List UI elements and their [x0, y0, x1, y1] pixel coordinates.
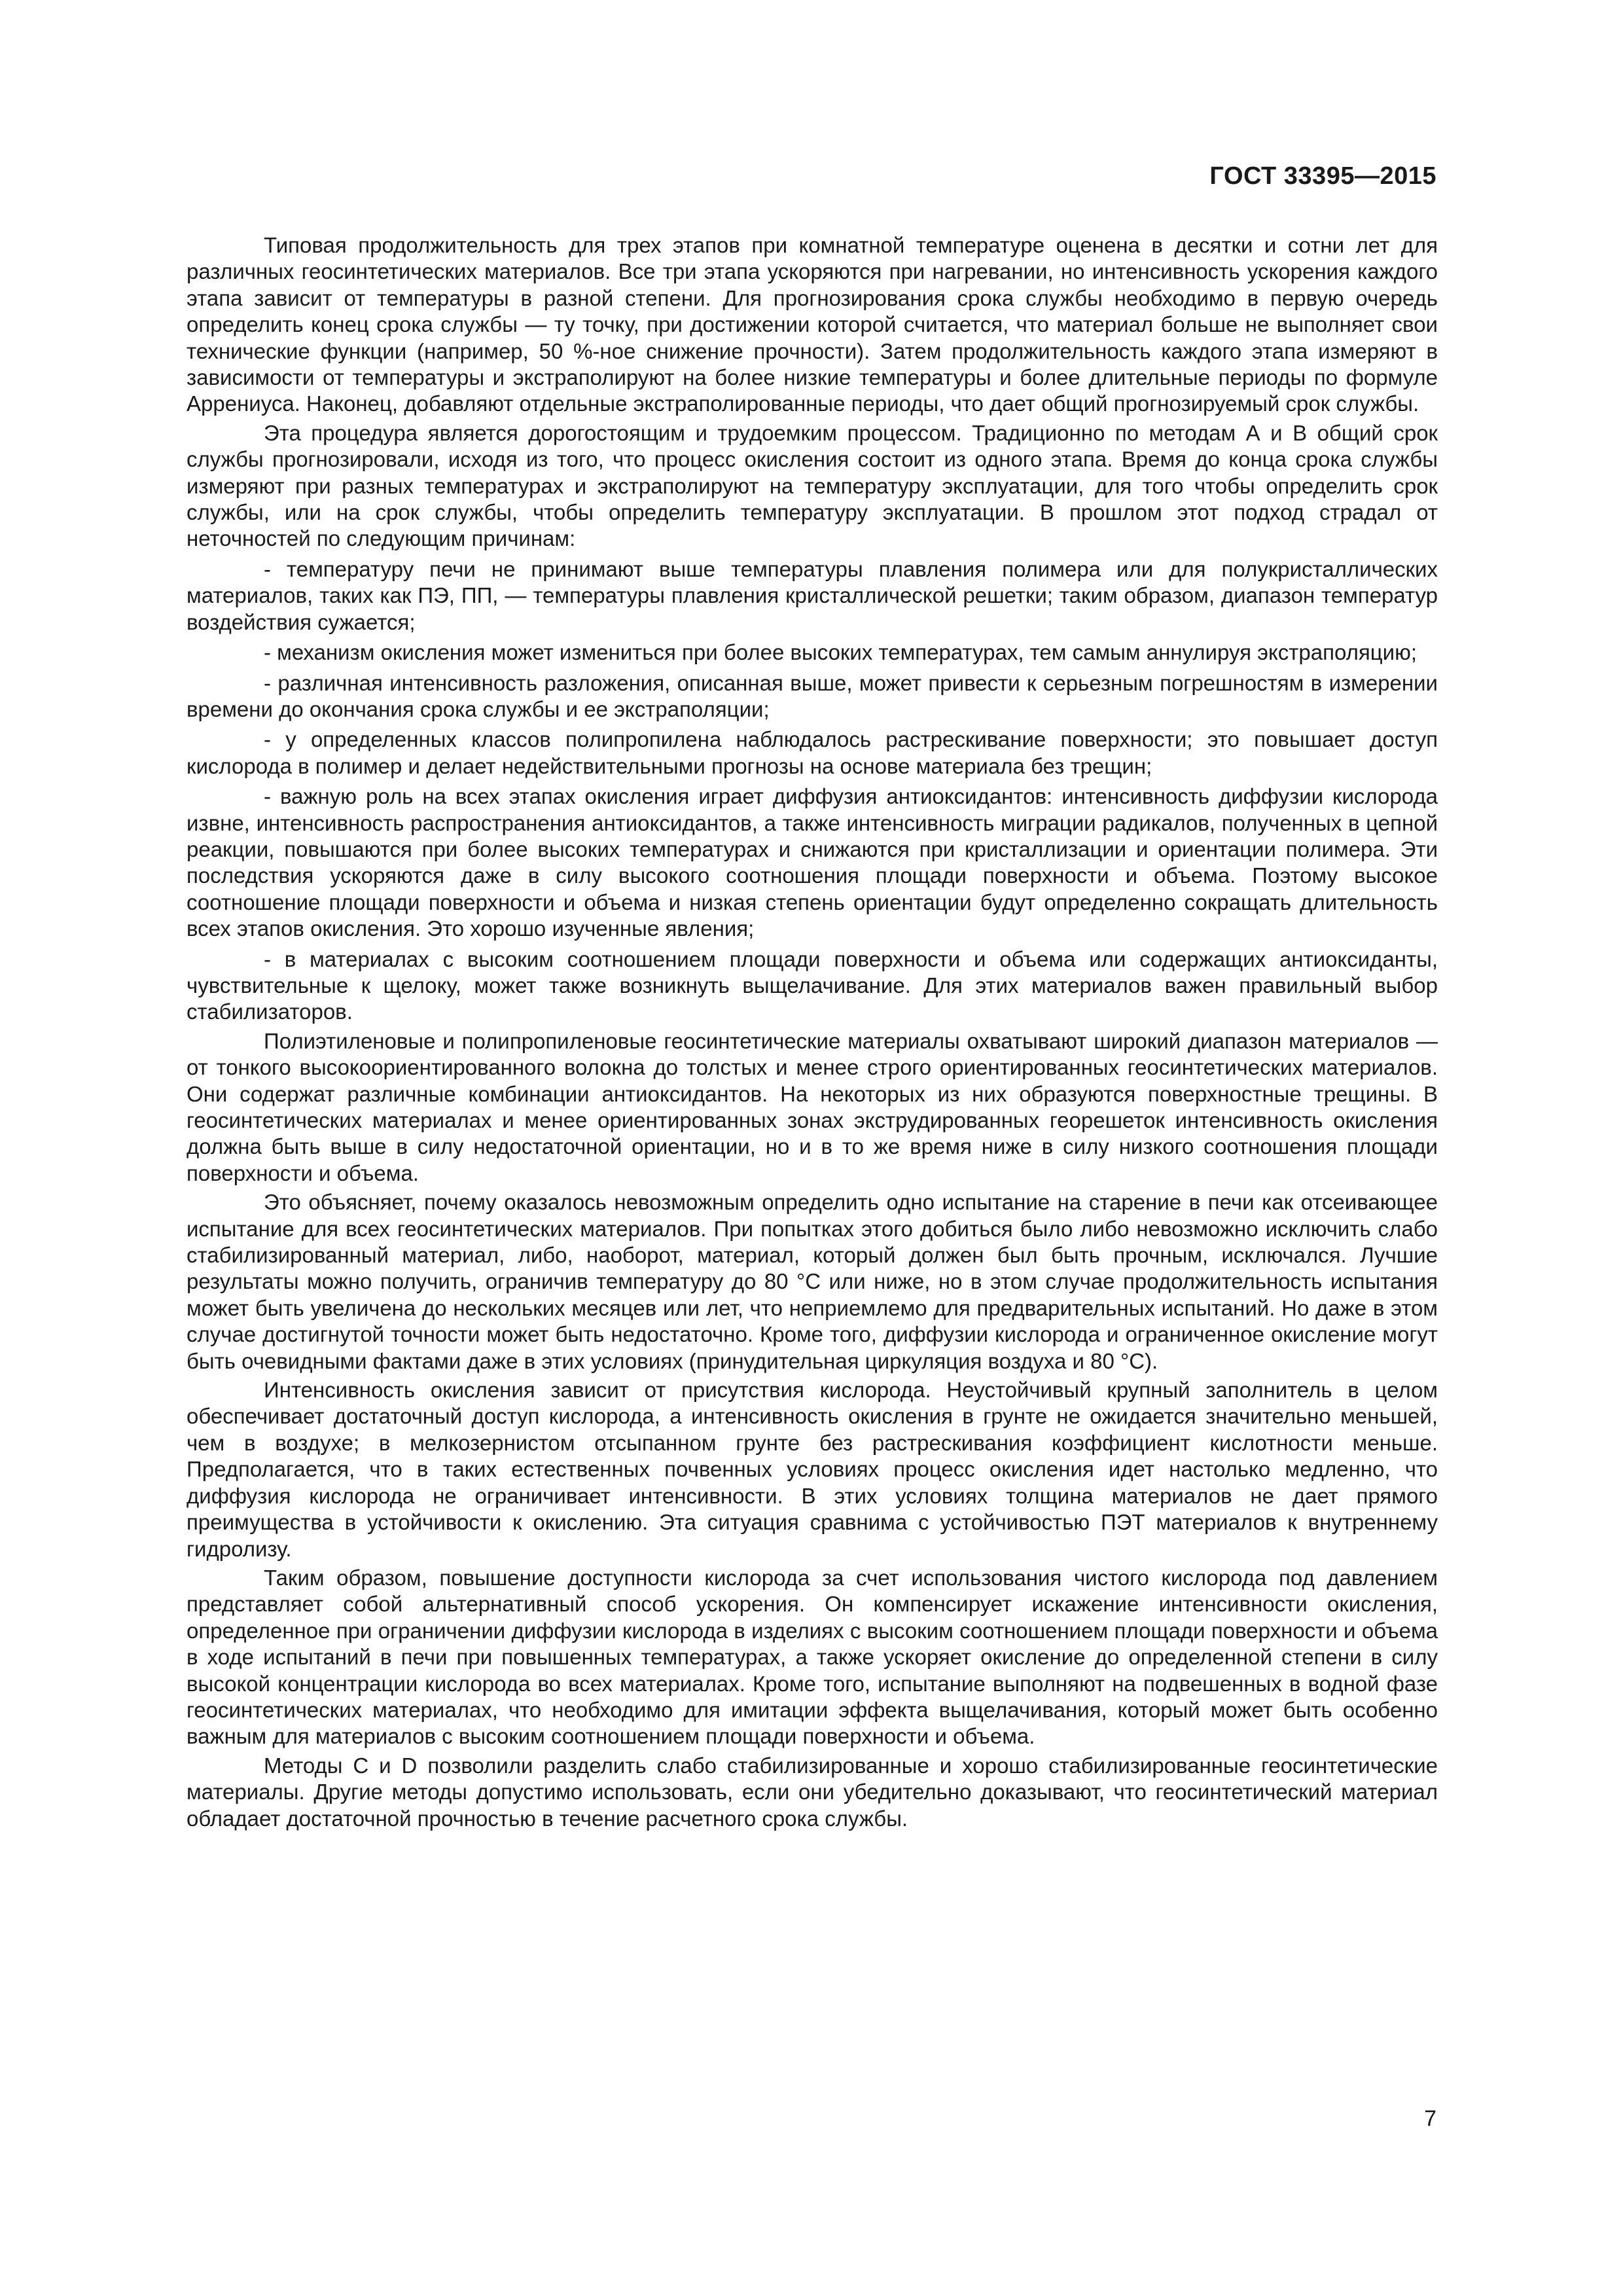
list-item-leaching: - в материалах с высоким соотношением площади поверхности и объема или содержащих антиоксиданты, чувствительные к щелоку, может также возникнуть выщелачивание. Для этих материалов важен правильный выбор стабилизаторов. [187, 946, 1438, 1024]
list-item-antioxidant-diffusion: - важную роль на всех этапах окисления играет диффузия антиоксидантов: интенсивность диффузии кислорода извне, интенсивность распространения антиоксидантов, а также интенсивность миграции радикалов, полученных в цепной реакции, повышаются при более высоких температурах и снижаются при кристаллизации и ориентации полимера. Эти последствия ускоряются даже в силу высокого соотношения площади поверхности и объема. Поэтому высокое соотношение площади поверхности и объема и низкая степень ориентации будут определенно сокращать длительность всех этапов окисления. Это хорошо изученные явления; [187, 784, 1438, 941]
paragraph-screening-test: Это объясняет, почему оказалось невозможным определить одно испытание на старение в печи как отсеивающее испытание для всех геосинтетических материалов. При попытках этого добиться было либо невозможно исключить слабо стабилизированный материал, либо, наоборот, материал, который должен был быть прочным, исключался. Лучшие результаты можно получить, ограничив температуру до 80 °С или ниже, но в этом случае продолжительность испытания может быть увеличена до нескольких месяцев или лет, что неприемлемо для предварительных испытаний. Но даже в этом случае достигнутой точности может быть недостаточно. Кроме того, диффузии кислорода и ограниченное окисление могут быть очевидными фактами даже в этих условиях (принудительная циркуляция воздуха и 80 °С). [187, 1190, 1438, 1373]
paragraph-stages-duration: Типовая продолжительность для трех этапов при комнатной температуре оценена в десятки и сотни лет для различных геосинтетических материалов. Все три этапа ускоряются при нагревании, но интенсивность ускорения каждого этапа зависит от температуры в разной степени. Для прогнозирования срока службы необходимо в первую очередь определить конец срока службы — ту точку, при достижении которой считается, что материал больше не выполняет свои технические функции (например, 50 %-ное снижение прочности). Затем продолжительность каждого этапа измеряют в зависимости от температуры и экстраполируют на более низкие температуры и более длительные периоды по формуле Аррениуса. Наконец, добавляют отдельные экстраполированные периоды, что дает общий прогнозируемый срок службы. [187, 233, 1438, 416]
list-item-oven-temperature: - температуру печи не принимают выше температуры плавления полимера или для полукристаллических материалов, таких как ПЭ, ПП, — температуры плавления кристаллической решетки; таким образом, диапазон температур воздействия сужается; [187, 556, 1438, 634]
paragraph-procedure: Эта процедура является дорогостоящим и трудоемким процессом. Традиционно по методам А и В общий срок службы прогнозировали, исходя из того, что процесс окисления состоит из одного этапа. Время до конца срока службы измеряют при разных температурах и экстраполируют на температуру эксплуатации, для того чтобы определить срок службы, или на срок службы, чтобы определить температуру эксплуатации. В прошлом этот подход страдал от неточностей по следующим причинам: [187, 420, 1438, 551]
paragraph-methods-c-d: Методы С и D позволили разделить слабо стабилизированные и хорошо стабилизированные геосинтетические материалы. Другие методы допустимо использовать, если они убедительно доказывают, что геосинтетический материал обладает достаточной прочностью в течение расчетного срока службы. [187, 1753, 1438, 1831]
document-code: ГОСТ 33395—2015 [1209, 162, 1436, 190]
paragraph-pressurized-oxygen: Таким образом, повышение доступности кислорода за счет использования чистого кислорода под давлением представляет собой альтернативный способ ускорения. Он компенсирует искажение интенсивности окисления, определенное при ограничении диффузии кислорода в изделиях с высоким соотношением площади поверхности и объема в ходе испытаний в печи при повышенных температурах, а также ускоряет окисление до определенной степени в силу высокой концентрации кислорода во всех материалах. Кроме того, испытание выполняют на подвешенных в водной фазе геосинтетических материалах, что необходимо для имитации эффекта выщелачивания, который может быть особенно важным для материалов с высоким соотношением площади поверхности и объема. [187, 1565, 1438, 1749]
paragraph-oxygen-presence: Интенсивность окисления зависит от присутствия кислорода. Неустойчивый крупный заполнитель в целом обеспечивает достаточный доступ кислорода, а интенсивность окисления в грунте не ожидается значительно меньшей, чем в воздухе; в мелкозернистом отсыпанном грунте без растрескивания коэффициент кислотности меньше. Предполагается, что в таких естественных почвенных условиях процесс окисления идет настолько медленно, что диффузия кислорода не ограничивает интенсивности. В этих условиях толщина материалов не дает прямого преимущества в устойчивости к окислению. Эта ситуация сравнима с устойчивостью ПЭТ материалов к внутреннему гидролизу. [187, 1378, 1438, 1561]
page-body [187, 232, 1438, 1835]
paragraph-polyolefin-materials: Полиэтиленовые и полипропиленовые геосинтетические материалы охватывают широкий диапазон материалов — от тонкого высокоориентированного волокна до толстых и менее строго ориентированных геосинтетических материалов. Они содержат различные комбинации антиоксидантов. На некоторых из них образуются поверхностные трещины. В геосинтетических материалах и менее ориентированных зонах экструдированных георешеток интенсивность окисления должна быть выше в силу недостаточной ориентации, но и в то же время ниже в силу низкого соотношения площади поверхности и объема. [187, 1028, 1438, 1185]
list-item-surface-cracking: - у определенных классов полипропилена наблюдалось растрескивание поверхности; это повышает доступ кислорода в полимер и делает недействительными прогнозы на основе материала без трещин; [187, 727, 1438, 778]
page-number: 7 [1424, 2106, 1436, 2131]
list-item-degradation-rate: - различная интенсивность разложения, описанная выше, может привести к серьезным погрешностям в измерении времени до окончания срока службы и ее экстраполяции; [187, 670, 1438, 721]
list-item-oxidation-mechanism: - механизм окисления может измениться при более высоких температурах, тем самым аннулируя экстраполяцию; [264, 640, 1417, 665]
